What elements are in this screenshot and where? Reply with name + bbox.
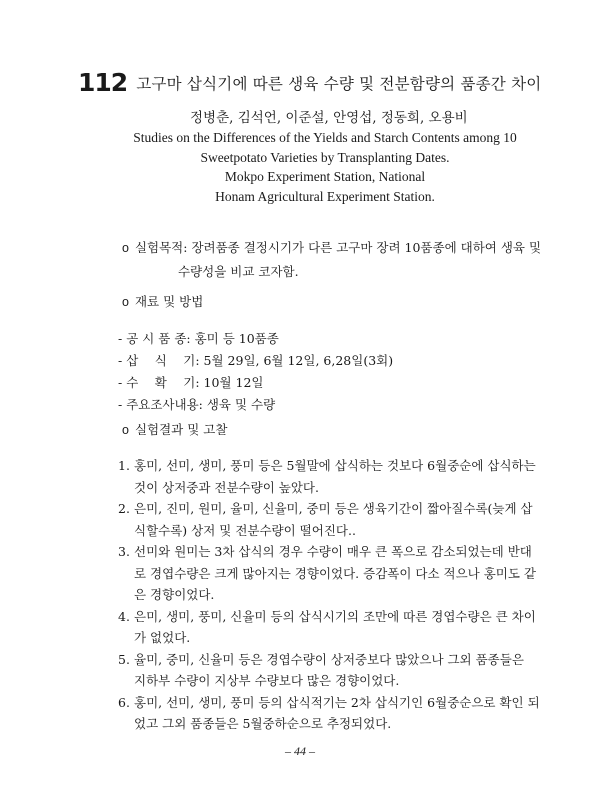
paper-title [78, 68, 578, 97]
item-number: 6. [118, 694, 130, 710]
results-list [118, 455, 558, 735]
purpose-label: 실험목적: [134, 240, 188, 255]
item-line: 식할수록) 상저 및 전분수량이 떨어진다.. [134, 522, 356, 538]
purpose-text: 장려품종 결정시기가 다른 고구마 장려 10품종에 대하여 생육 및 [191, 240, 542, 255]
bullet-marker: o [122, 295, 129, 309]
item-line: 가 없었다. [134, 630, 191, 645]
list-item: - 삽 식 기: 5월 29일, 6월 12일, 6,28일(3회) [118, 353, 394, 368]
item-number: 3. [118, 544, 130, 559]
list-item: - 수 확 기: 10월 12일 [118, 375, 264, 390]
item-line: 로 경엽수량은 크게 많아지는 경향이었다. 증감폭이 다소 적으나 홍미도 같 [134, 565, 536, 581]
english-title-line: Studies on the Differences of the Yields and Starch Contents among 10 [133, 130, 517, 145]
materials-heading-text: 재료 및 방법 [134, 294, 204, 309]
item-line: 홍미, 선미, 생미, 풍미 등은 5월말에 삽식하는 것보다 6월중순에 삽식하는 [134, 458, 536, 473]
list-item: - 공 시 품 종: 홍미 등 10품종 [118, 331, 279, 346]
list-item: - 주요조사내용: 생육 및 수량 [118, 397, 276, 412]
item-number: 5. [118, 651, 130, 667]
author-list: 정병춘, 김석언, 이준설, 안영섭, 정동희, 오용비 [190, 110, 468, 126]
item-line: 선미와 원미는 3차 삽식의 경우 수량이 매우 큰 폭으로 감소되었는데 반대 [134, 544, 532, 559]
materials-heading [122, 292, 203, 310]
item-line: 었고 그외 품종들은 5월중하순으로 추정되었다. [134, 716, 392, 731]
results-heading-text: 실험결과 및 고찰 [134, 422, 228, 437]
page-number: – 44 – [285, 744, 315, 758]
list-item [118, 692, 558, 735]
item-number: 2. [118, 501, 130, 516]
affiliation-line: Mokpo Experiment Station, National [224, 169, 426, 184]
materials-list [118, 328, 393, 416]
list-item [118, 606, 558, 649]
bullet-marker: o [122, 241, 129, 255]
purpose-section [122, 238, 541, 256]
item-line: 홍미, 선미, 생미, 풍미 등의 삽식적기는 2차 삽식기인 6월중순으로 확인 되 [134, 694, 540, 710]
bullet-marker: o [122, 423, 129, 437]
title-text: 고구마 삽식기에 따른 생육 수량 및 전분함량의 품종간 차이 [136, 74, 542, 93]
list-item [118, 455, 558, 498]
item-line: 은 경향이었다. [134, 587, 215, 602]
list-item [118, 541, 558, 606]
abstract-number: 112 [78, 68, 128, 97]
affiliation-line: Honam Agricultural Experiment Station. [215, 188, 435, 204]
english-title-line: Sweetpotato Varieties by Transplanting Dates. [200, 149, 450, 165]
english-title-block [100, 128, 550, 206]
item-line: 율미, 중미, 신율미 등은 경엽수량이 상저중보다 많았으나 그외 품종들은 [134, 651, 524, 667]
list-item [118, 649, 558, 692]
list-item [118, 498, 558, 541]
purpose-text-continued: 수량성을 비교 코자함. [178, 264, 299, 279]
item-number: 4. [118, 608, 130, 624]
item-line: 것이 상저중과 전분수량이 높았다. [134, 479, 319, 495]
item-line: 은미, 진미, 원미, 율미, 신율미, 중미 등은 생육기간이 짧아질수록(늦게 삽 [134, 501, 533, 516]
item-line: 은미, 생미, 풍미, 신율미 등의 삽식시기의 조만에 따른 경엽수량은 큰 차이 [134, 608, 536, 624]
item-line: 지하부 수량이 지상부 수량보다 많은 경향이었다. [134, 673, 400, 688]
item-number: 1. [118, 458, 130, 473]
results-heading [122, 420, 227, 438]
